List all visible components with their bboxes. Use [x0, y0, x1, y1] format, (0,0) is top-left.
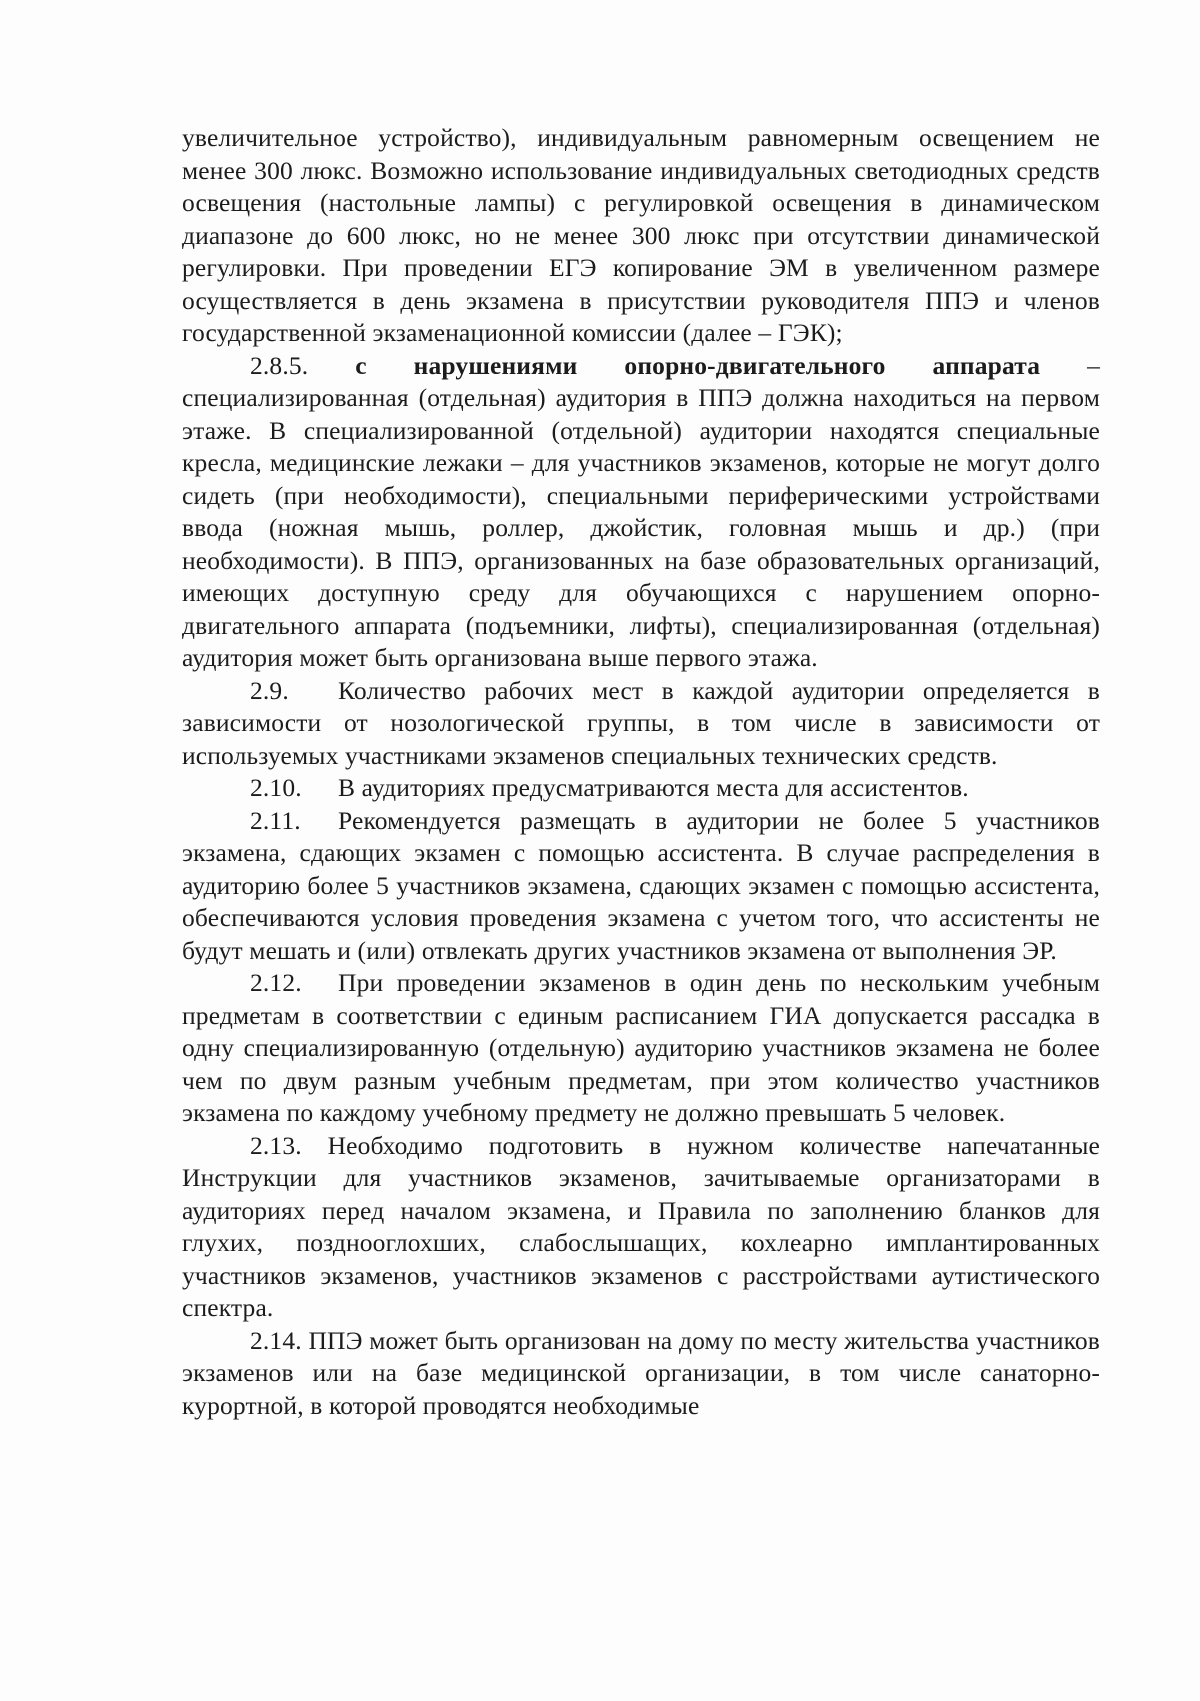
- paragraph-continuation: [182, 122, 1100, 350]
- paragraph-2-12: [182, 967, 1100, 1130]
- paragraph-text: ППЭ может быть организован на дому по месту жительства участников экзаменов или на базе медицинской организации, в том числе санаторно-курортной, в которой проводятся необходимые: [182, 1325, 1100, 1420]
- paragraph-text: Количество рабочих мест в каждой аудитории определяется в зависимости от нозологической группы, в том числе в зависимости от используемых участниками экзаменов специальных технических средств.: [182, 675, 1100, 770]
- paragraph-2-9: [182, 675, 1100, 773]
- clause-number: 2.8.5.: [250, 350, 309, 380]
- clause-number: 2.13.: [250, 1130, 302, 1160]
- clause-number: 2.11.: [250, 805, 301, 835]
- paragraph-text: – специализированная (отдельная) аудитория в ППЭ должна находиться на первом этаже. В специализированной (отдельной) аудитории находятся специальные кресла, медицинские лежаки – для участников экзаменов, которые не могут долго сидеть (при необходимости), специальными периферическими устройствами ввода (ножная мышь, роллер, джойстик, головная мышь и др.) (при необходимости). В ППЭ, организованных на базе образовательных организаций, имеющих доступную среду для обучающихся с нарушением опорно-двигательного аппарата (подъемники, лифты), специализированная (отдельная) аудитория может быть организована выше первого этажа.: [182, 350, 1100, 672]
- clause-number: 2.12.: [250, 968, 302, 997]
- paragraph-2-14: [182, 1325, 1100, 1423]
- paragraph-text: При проведении экзаменов в один день по нескольким учебным предметам в соответствии с единым расписанием ГИА допускается рассадка в одну специализированную (отдельную) аудиторию участников экзамена не более чем по двум разным учебным предметам, при этом количество участников экзамена по каждому учебному предмету не должно превышать 5 человек.: [182, 968, 1100, 1127]
- paragraph-2-8-5: [182, 350, 1100, 675]
- clause-number: 2.10.: [250, 773, 302, 802]
- clause-heading-bold: с нарушениями опорно-двигательного аппарата: [355, 350, 1041, 380]
- paragraph-text: В аудиториях предусматриваются места для ассистентов.: [338, 773, 969, 802]
- paragraph-2-11: [182, 805, 1100, 968]
- document-body: [182, 122, 1100, 1422]
- paragraph-2-10: [182, 772, 1100, 805]
- clause-number: 2.9.: [250, 675, 289, 705]
- paragraph-text: Необходимо подготовить в нужном количестве напечатанные Инструкции для участников экзаменов, зачитываемые организаторами в аудиториях перед началом экзамена, и Правила по заполнению бланков для глухих, позднооглохших, слабослышащих, кохлеарно имплантированных участников экзаменов, участников экзаменов с расстройствами аутистического спектра.: [182, 1130, 1100, 1322]
- paragraph-text: Рекомендуется размещать в аудитории не более 5 участников экзамена, сдающих экзамен с помощью ассистента. В случае распределения в аудиторию более 5 участников экзамена, сдающих экзамен с помощью ассистента, обеспечиваются условия проведения экзамена с учетом того, что ассистенты не будут мешать и (или) отвлекать других участников экзамена от выполнения ЭР.: [182, 805, 1100, 965]
- paragraph-2-13: [182, 1130, 1100, 1325]
- clause-number: 2.14.: [250, 1325, 302, 1355]
- paragraph-text: увеличительное устройство), индивидуальным равномерным освещением не менее 300 люкс. Возможно использование индивидуальных светодиодных средств освещения (настольные лампы) с регулировкой освещения в динамическом диапазоне до 600 люкс, но не менее 300 люкс при отсутствии динамической регулировки. При проведении ЕГЭ копирование ЭМ в увеличенном размере осуществляется в день экзамена в присутствии руководителя ППЭ и членов государственной экзаменационной комиссии (далее – ГЭК);: [182, 123, 1100, 347]
